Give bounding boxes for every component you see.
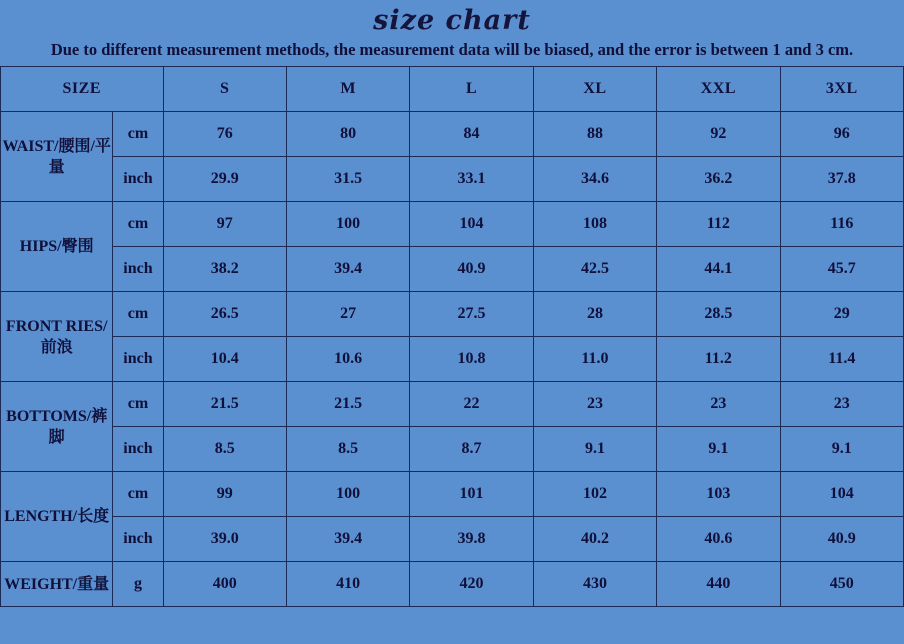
data-cell: 100: [286, 202, 409, 247]
unit-cell: cm: [113, 202, 163, 247]
data-cell: 10.6: [286, 337, 409, 382]
data-cell: 102: [533, 472, 656, 517]
data-cell: 11.2: [657, 337, 780, 382]
header-cell-l: L: [410, 67, 533, 112]
unit-cell: inch: [113, 337, 163, 382]
data-cell: 92: [657, 112, 780, 157]
data-cell: 44.1: [657, 247, 780, 292]
data-cell: 440: [657, 562, 780, 607]
data-cell: 420: [410, 562, 533, 607]
row-label-front-ries: FRONT RIES/前浪: [1, 292, 113, 382]
data-cell: 400: [163, 562, 286, 607]
table-header-row: [1, 67, 904, 112]
row-label-length: LENGTH/长度: [1, 472, 113, 562]
unit-cell: cm: [113, 382, 163, 427]
data-cell: 96: [780, 112, 903, 157]
data-cell: 99: [163, 472, 286, 517]
unit-cell: inch: [113, 427, 163, 472]
data-cell: 40.2: [533, 517, 656, 562]
data-cell: 28.5: [657, 292, 780, 337]
data-cell: 97: [163, 202, 286, 247]
table-row: [1, 472, 904, 517]
data-cell: 36.2: [657, 157, 780, 202]
header-cell-s: S: [163, 67, 286, 112]
row-label-bottoms: BOTTOMS/裤脚: [1, 382, 113, 472]
data-cell: 104: [780, 472, 903, 517]
data-cell: 31.5: [286, 157, 409, 202]
data-cell: 40.6: [657, 517, 780, 562]
row-label-weight: WEIGHT/重量: [1, 562, 113, 607]
data-cell: 27.5: [410, 292, 533, 337]
data-cell: 27: [286, 292, 409, 337]
data-cell: 29: [780, 292, 903, 337]
data-cell: 108: [533, 202, 656, 247]
table-row: [1, 247, 904, 292]
data-cell: 22: [410, 382, 533, 427]
data-cell: 430: [533, 562, 656, 607]
data-cell: 45.7: [780, 247, 903, 292]
data-cell: 76: [163, 112, 286, 157]
data-cell: 37.8: [780, 157, 903, 202]
data-cell: 23: [657, 382, 780, 427]
data-cell: 42.5: [533, 247, 656, 292]
data-cell: 84: [410, 112, 533, 157]
unit-cell: g: [113, 562, 163, 607]
data-cell: 410: [286, 562, 409, 607]
table-row: [1, 562, 904, 607]
data-cell: 39.0: [163, 517, 286, 562]
data-cell: 39.8: [410, 517, 533, 562]
table-row: [1, 382, 904, 427]
data-cell: 450: [780, 562, 903, 607]
header-cell-size: SIZE: [1, 67, 164, 112]
data-cell: 23: [780, 382, 903, 427]
row-label-hips: HIPS/臀围: [1, 202, 113, 292]
data-cell: 103: [657, 472, 780, 517]
unit-cell: cm: [113, 292, 163, 337]
header-cell-xxl: XXL: [657, 67, 780, 112]
size-chart-table: [0, 66, 904, 607]
data-cell: 40.9: [410, 247, 533, 292]
header-cell-m: M: [286, 67, 409, 112]
unit-cell: inch: [113, 517, 163, 562]
data-cell: 9.1: [657, 427, 780, 472]
unit-cell: cm: [113, 112, 163, 157]
data-cell: 33.1: [410, 157, 533, 202]
data-cell: 26.5: [163, 292, 286, 337]
data-cell: 9.1: [780, 427, 903, 472]
data-cell: 39.4: [286, 247, 409, 292]
data-cell: 34.6: [533, 157, 656, 202]
data-cell: 11.0: [533, 337, 656, 382]
unit-cell: inch: [113, 247, 163, 292]
header-cell-xl: XL: [533, 67, 656, 112]
data-cell: 21.5: [286, 382, 409, 427]
header-cell-3xl: 3XL: [780, 67, 903, 112]
data-cell: 38.2: [163, 247, 286, 292]
table-row: [1, 517, 904, 562]
data-cell: 80: [286, 112, 409, 157]
table-row: [1, 337, 904, 382]
data-cell: 10.4: [163, 337, 286, 382]
data-cell: 21.5: [163, 382, 286, 427]
data-cell: 8.5: [286, 427, 409, 472]
data-cell: 116: [780, 202, 903, 247]
data-cell: 104: [410, 202, 533, 247]
data-cell: 100: [286, 472, 409, 517]
data-cell: 39.4: [286, 517, 409, 562]
data-cell: 40.9: [780, 517, 903, 562]
data-cell: 8.5: [163, 427, 286, 472]
unit-cell: cm: [113, 472, 163, 517]
row-label-waist: WAIST/腰围/平量: [1, 112, 113, 202]
data-cell: 23: [533, 382, 656, 427]
data-cell: 11.4: [780, 337, 903, 382]
data-cell: 29.9: [163, 157, 286, 202]
table-row: [1, 112, 904, 157]
data-cell: 9.1: [533, 427, 656, 472]
data-cell: 88: [533, 112, 656, 157]
unit-cell: inch: [113, 157, 163, 202]
table-row: [1, 157, 904, 202]
measurement-note: Due to different measurement methods, the measurement data will be biased, and the error is between 1 and 3 cm.: [50, 40, 854, 59]
data-cell: 28: [533, 292, 656, 337]
table-row: [1, 292, 904, 337]
data-cell: 112: [657, 202, 780, 247]
table-row: [1, 427, 904, 472]
table-row: [1, 202, 904, 247]
data-cell: 8.7: [410, 427, 533, 472]
data-cell: 101: [410, 472, 533, 517]
data-cell: 10.8: [410, 337, 533, 382]
page-title: size chart: [373, 5, 531, 36]
